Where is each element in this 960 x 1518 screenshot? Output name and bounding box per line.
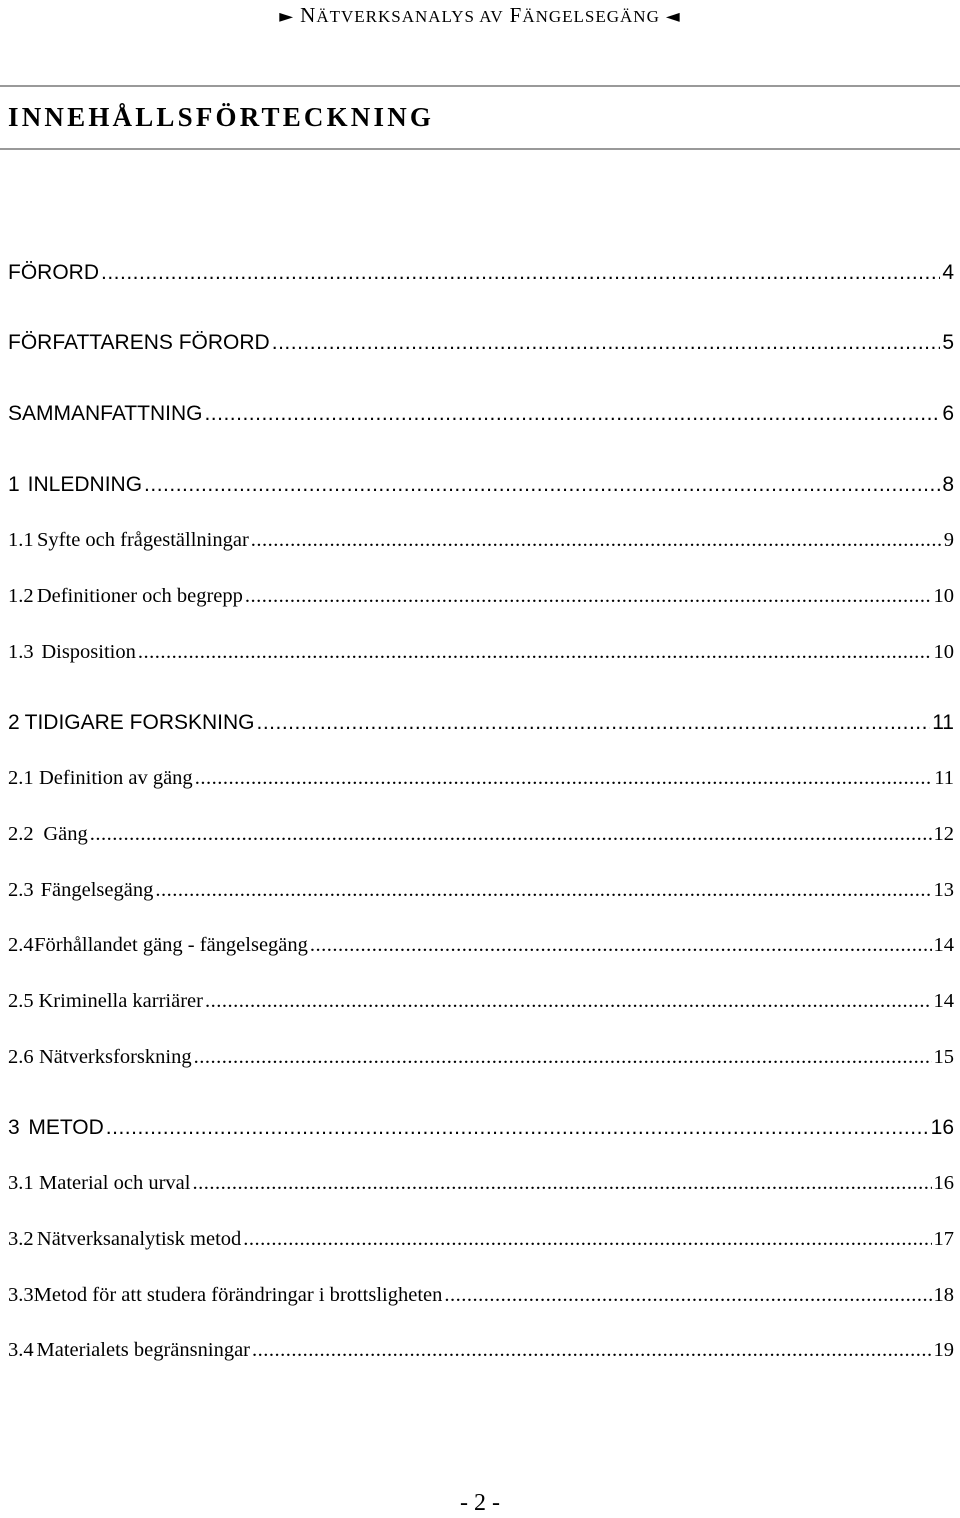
toc-entry-3-1[interactable] <box>8 1172 954 1206</box>
toc-leader <box>251 529 942 552</box>
toc-leader <box>205 990 932 1013</box>
toc-entry-page: 5 <box>942 331 954 354</box>
toc-entry-2-2[interactable] <box>8 823 954 857</box>
toc-entry-title: Syfte och frågeställningar <box>37 529 249 551</box>
toc-entry-page: 16 <box>930 1116 954 1139</box>
toc-entry-number: 2.3 <box>8 879 34 901</box>
toc-entry-2-6[interactable] <box>8 1046 954 1080</box>
toc-entry-page: 15 <box>933 1046 954 1068</box>
title-divider <box>0 148 960 150</box>
toc-entry-number: 1 <box>8 473 20 496</box>
toc-entry-title: Definition av gäng <box>38 767 193 789</box>
toc-leader <box>257 711 931 735</box>
toc-entry-page: 9 <box>943 529 954 551</box>
toc-entry-page: 19 <box>933 1339 954 1361</box>
toc-title: INNEHÅLLSFÖRTECKNING <box>8 102 435 132</box>
toc-entry-2[interactable] <box>8 711 954 745</box>
toc-entry-title: Gäng <box>43 823 88 845</box>
toc-leader <box>245 585 932 608</box>
toc-entry-3[interactable] <box>8 1116 954 1150</box>
toc-leader <box>144 473 940 497</box>
toc-entry-page: 12 <box>933 823 954 845</box>
toc-entry-page: 10 <box>933 641 954 663</box>
toc-entry-number: 1.3 <box>8 641 34 663</box>
toc-entry-title: INLEDNING <box>27 473 143 496</box>
toc-entry-2-5[interactable] <box>8 990 954 1024</box>
toc-entry-number: 1.1 <box>8 529 34 551</box>
toc-entry-page: 17 <box>933 1228 954 1250</box>
toc-leader <box>90 823 932 846</box>
toc-entry-forord[interactable] <box>8 261 954 295</box>
toc-leader <box>138 641 932 664</box>
toc-entry-sammanfattning[interactable] <box>8 402 954 436</box>
toc-entry-3-2[interactable] <box>8 1228 954 1262</box>
running-header <box>0 0 960 30</box>
toc-entry-number: 3.1 <box>8 1172 34 1194</box>
toc-entry-title: Förhållandet gäng - fängelsegäng <box>34 934 308 956</box>
toc-leader <box>252 1339 932 1362</box>
toc-entry-number: 2.4 <box>8 934 34 956</box>
toc-leader <box>192 1172 931 1195</box>
toc-leader <box>106 1116 929 1140</box>
toc-entry-page: 18 <box>933 1284 954 1306</box>
header-word-1: ÄTVERKSANALYS AV <box>316 7 504 26</box>
toc-entry-title: Definitioner och begrepp <box>36 585 243 607</box>
toc-entry-2-3[interactable] <box>8 879 954 913</box>
toc-entry-number: 2.2 <box>8 823 34 845</box>
toc-entry-1-2[interactable] <box>8 585 954 619</box>
toc-entry-page: 10 <box>933 585 954 607</box>
toc-leader <box>243 1228 931 1251</box>
toc-leader <box>101 261 940 285</box>
toc-entry-page: 16 <box>933 1172 954 1194</box>
toc-entry-page: 6 <box>942 402 954 425</box>
toc-entry-title: Nätverksanalytisk metod <box>36 1228 242 1250</box>
header-initial-1: N <box>300 3 317 27</box>
left-pointer-icon: ◄ <box>665 6 681 27</box>
toc-entry-page: 13 <box>933 879 954 901</box>
toc-entry-title: FÖRFATTARENS FÖRORD <box>8 331 270 354</box>
toc-entry-1-3[interactable] <box>8 641 954 675</box>
toc-entry-page: 11 <box>932 711 954 734</box>
toc-entry-number: 2.6 <box>8 1046 34 1068</box>
toc-leader <box>444 1284 931 1307</box>
toc-entry-1[interactable] <box>8 473 954 507</box>
header-initial-2: F <box>509 3 523 27</box>
toc-entry-number: 3 <box>8 1116 20 1139</box>
toc-entry-3-3[interactable] <box>8 1284 954 1318</box>
toc-leader <box>204 402 940 426</box>
toc-entry-number: 3.4 <box>8 1339 34 1361</box>
toc-entry-2-1[interactable] <box>8 767 954 801</box>
toc-entry-number: 2.5 <box>8 990 34 1012</box>
toc-entry-3-4[interactable] <box>8 1339 954 1373</box>
toc-entry-number: 3.3 <box>8 1284 34 1306</box>
toc-entry-2-4[interactable] <box>8 934 954 968</box>
toc-entry-title: TIDIGARE FORSKNING <box>24 711 255 734</box>
toc-entry-page: 4 <box>942 261 954 284</box>
page-number: - 2 - <box>460 1490 500 1516</box>
toc-leader <box>194 1046 932 1069</box>
toc-entry-title: Disposition <box>41 641 136 663</box>
toc-entry-number: 1.2 <box>8 585 34 607</box>
header-divider <box>0 85 960 87</box>
toc-entry-title: METOD <box>28 1116 104 1139</box>
toc-entry-title: Materialets begränsningar <box>36 1339 250 1361</box>
header-word-2: ÄNGELSEGÄNG <box>522 7 660 26</box>
toc-entry-title: Nätverksforskning <box>38 1046 192 1068</box>
toc-entry-title: SAMMANFATTNING <box>8 402 203 425</box>
toc-leader <box>155 879 931 902</box>
toc-entry-title: Material och urval <box>39 1172 191 1194</box>
toc-entry-title: Metod för att studera förändringar i brottsligheten <box>33 1284 443 1306</box>
toc-leader <box>310 934 932 957</box>
toc-entry-title: FÖRORD <box>8 261 99 284</box>
toc-entry-number: 3.2 <box>8 1228 34 1250</box>
toc-entry-number: 2.1 <box>8 767 34 789</box>
toc-entry-number: 2 <box>8 711 20 734</box>
toc-entry-title: Kriminella karriärer <box>38 990 203 1012</box>
toc-entry-page: 8 <box>942 473 954 496</box>
toc-entry-page: 11 <box>934 767 954 789</box>
toc-entry-1-1[interactable] <box>8 529 954 563</box>
toc-entry-title: Fängelsegäng <box>40 879 154 901</box>
right-pointer-icon: ► <box>279 6 295 27</box>
toc-leader <box>195 767 933 790</box>
toc-entry-forfattarens-forord[interactable] <box>8 331 954 365</box>
toc-leader <box>272 331 941 355</box>
toc-entry-page: 14 <box>933 934 954 956</box>
toc-entry-page: 14 <box>933 990 954 1012</box>
